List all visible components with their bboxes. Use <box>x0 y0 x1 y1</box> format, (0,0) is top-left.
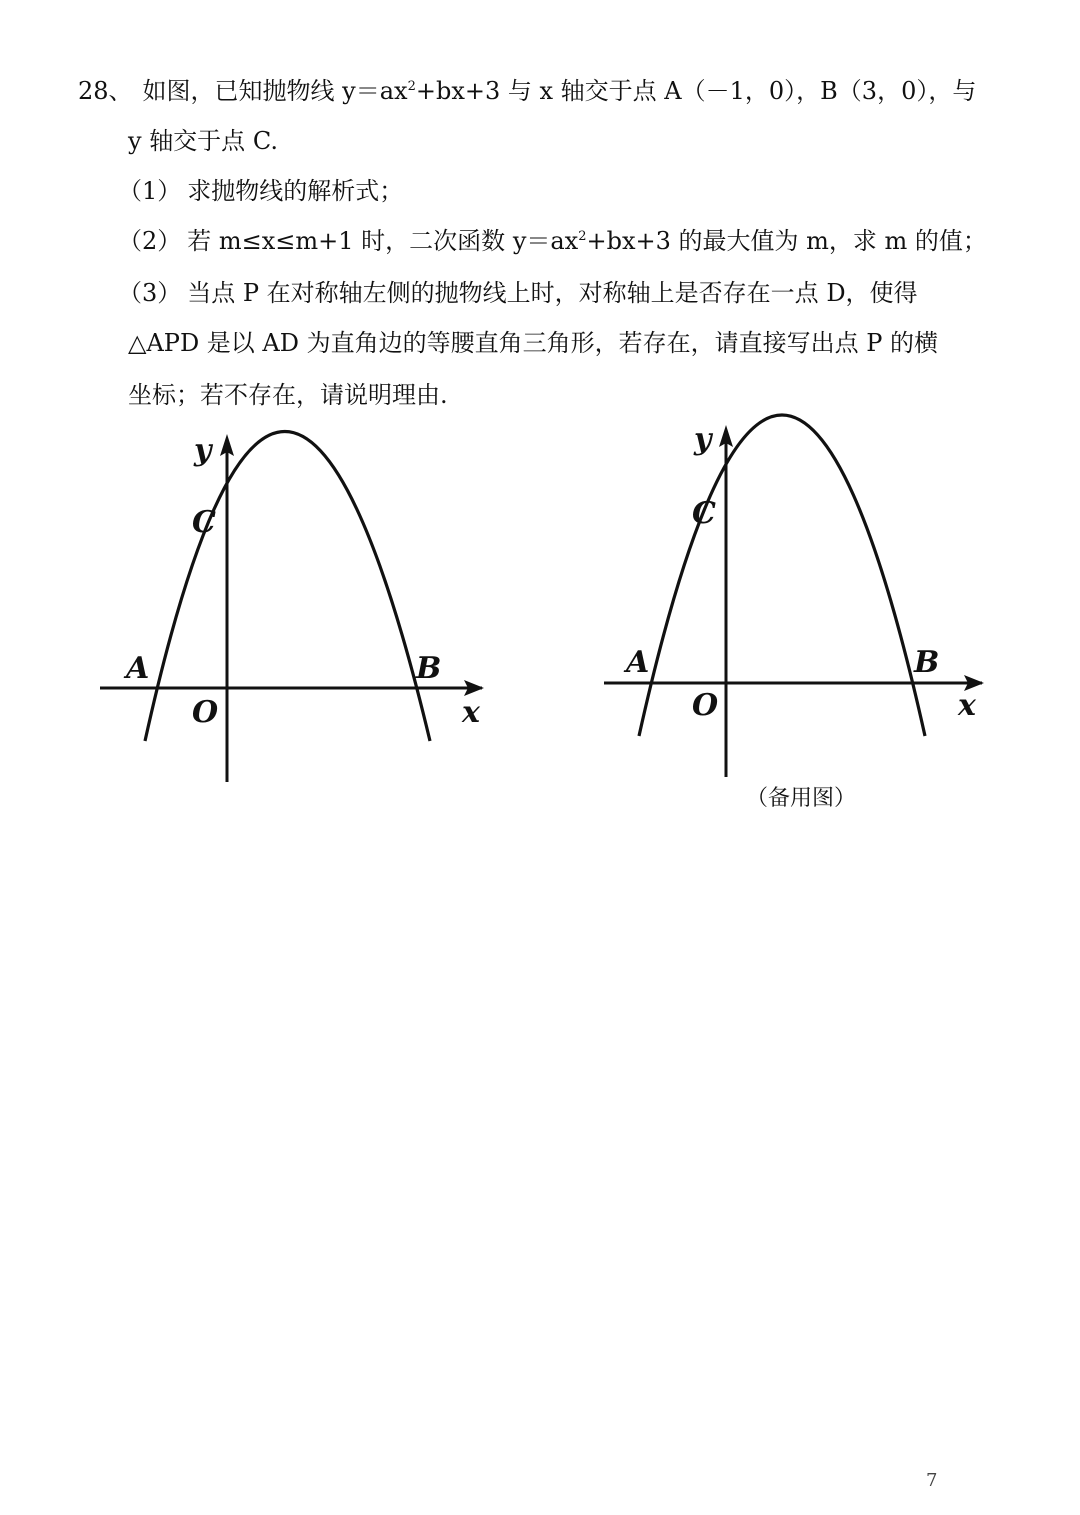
point-c-label: C <box>192 505 216 540</box>
problem-intro-line-2: y 轴交于点 C. <box>128 127 278 155</box>
backup-parabola-figure <box>590 415 1000 785</box>
question-3-text-1: 当点 P 在对称轴左侧的抛物线上时，对称轴上是否存在一点 D，使得 <box>187 279 918 307</box>
question-2 <box>118 226 987 256</box>
point-a-label: A <box>626 645 650 680</box>
main-parabola-figure <box>90 420 500 790</box>
question-3-label: （3） <box>118 279 182 307</box>
point-c-label: C <box>692 496 716 531</box>
origin-label: O <box>692 688 719 723</box>
exponent: 2 <box>578 229 587 244</box>
question-2-text-a: 若 m≤x≤m+1 时，二次函数 y＝ax <box>187 227 579 255</box>
question-3-line-2: △APD 是以 AD 为直角边的等腰直角三角形，若存在，请直接写出点 P 的横 <box>128 329 939 357</box>
x-axis-label: x <box>958 688 976 723</box>
parabola-curve <box>145 432 430 742</box>
exponent: 2 <box>407 79 416 94</box>
problem-intro-line-1 <box>78 76 976 106</box>
backup-figure-caption: （备用图） <box>746 786 857 811</box>
y-axis-label: y <box>694 422 712 457</box>
point-b-label: B <box>914 645 940 680</box>
question-1 <box>118 176 403 206</box>
question-3-line-1 <box>118 278 918 308</box>
question-2-text-b: +bx+3 的最大值为 m，求 m 的值； <box>586 227 987 255</box>
question-2-label: （2） <box>118 227 182 255</box>
page-number: 7 <box>926 1470 938 1491</box>
question-1-label: （1） <box>118 177 182 205</box>
parabola-curve <box>639 415 925 736</box>
question-1-text: 求抛物线的解析式； <box>187 177 404 205</box>
origin-label: O <box>192 695 219 730</box>
question-3-line-3: 坐标；若不存在，请说明理由. <box>128 381 448 409</box>
problem-number: 28、 <box>78 77 133 105</box>
point-a-label: A <box>126 651 150 686</box>
y-axis-label: y <box>194 433 212 468</box>
x-axis-label: x <box>462 695 480 730</box>
intro-text-a: 如图，已知抛物线 y＝ax <box>142 77 408 105</box>
point-b-label: B <box>416 651 442 686</box>
intro-text-b: +bx+3 与 x 轴交于点 A（－1，0），B（3，0），与 <box>415 77 977 105</box>
